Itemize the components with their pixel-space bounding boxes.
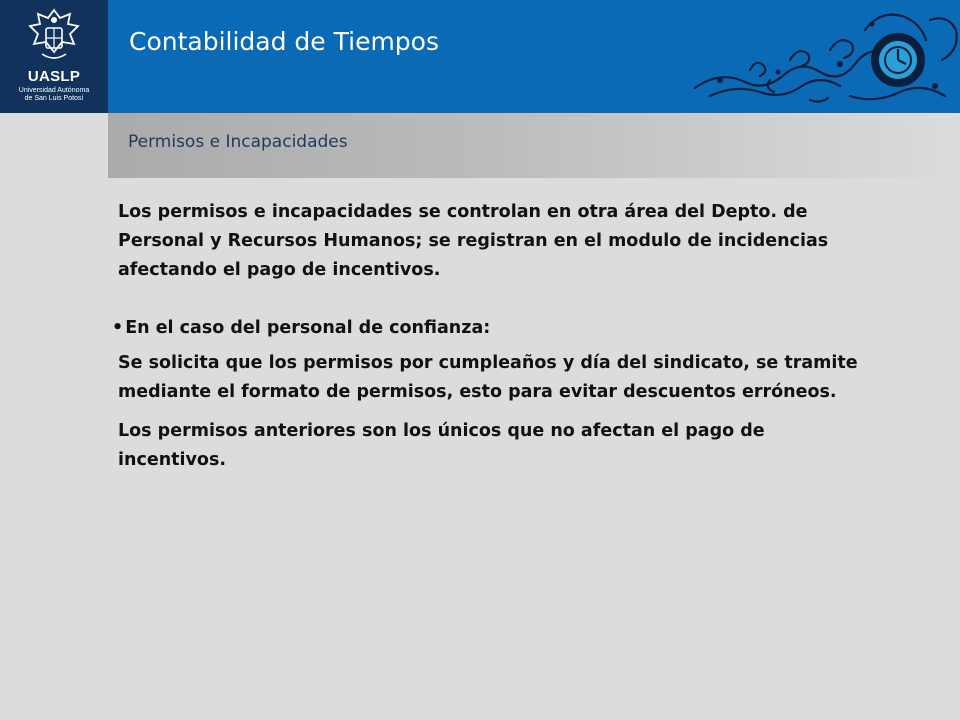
bullet-item bbox=[112, 314, 858, 343]
logo-university-name bbox=[19, 87, 89, 103]
subtitle-bar bbox=[108, 113, 960, 178]
section-subtitle: Permisos e Incapacidades bbox=[128, 132, 348, 152]
logo-name-line1: Universidad Autónoma bbox=[18, 87, 90, 94]
coat-of-arms-icon bbox=[24, 6, 84, 66]
header-bar bbox=[108, 0, 960, 113]
slide-content bbox=[112, 198, 858, 485]
page-title: Contabilidad de Tiempos bbox=[129, 27, 439, 56]
bullet-heading: En el caso del personal de confianza: bbox=[125, 318, 491, 338]
logo-name-line2: de San Luis Potosí bbox=[24, 95, 84, 102]
university-logo bbox=[0, 0, 108, 113]
intro-paragraph: Los permisos e incapacidades se controlan en otra área del Depto. de Personal y Recursos Humanos; se registran en el modulo de incidencias afectando el pago de incentivos. bbox=[118, 202, 829, 280]
logo-abbreviation: UASLP bbox=[27, 68, 81, 85]
confianza-paragraph: Se solicita que los permisos por cumpleaños y día del sindicato, se tramite mediante el formato de permisos, esto para evitar descuentos erróneos. bbox=[118, 353, 858, 402]
closing-paragraph: Los permisos anteriores son los únicos que no afectan el pago de incentivos. bbox=[118, 421, 765, 470]
bullet-marker: • bbox=[112, 318, 124, 338]
baroque-ornament-icon bbox=[690, 0, 960, 113]
